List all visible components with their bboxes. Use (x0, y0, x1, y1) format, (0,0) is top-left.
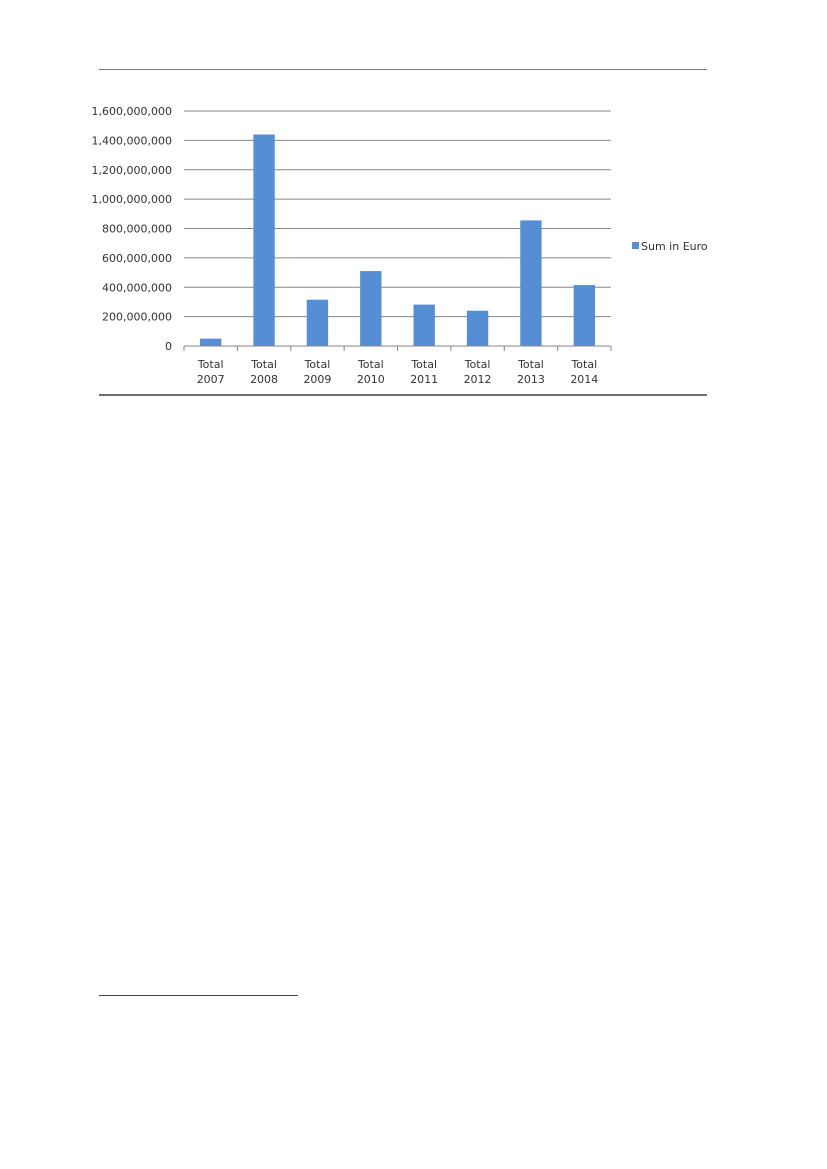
legend (632, 240, 708, 253)
x-tick-label: Total 2011 (410, 358, 439, 386)
y-tick-label: 600,000,000 (102, 251, 172, 265)
y-tick-label: 0 (165, 340, 172, 353)
y-tick-label: 1,400,000,000 (91, 134, 172, 148)
x-tick-label: Total 2010 (356, 358, 385, 386)
x-axis-tick-labels (197, 358, 599, 386)
y-tick-label: 1,200,000,000 (91, 163, 172, 177)
bottom-horizontal-rule (99, 394, 707, 396)
bar (360, 271, 381, 346)
bar (414, 305, 435, 346)
footnote-separator (99, 995, 298, 996)
y-axis-tick-labels (92, 105, 172, 353)
y-tick-label: 1,000,000,000 (91, 193, 172, 207)
bar (574, 285, 595, 346)
y-tick-label: 800,000,000 (102, 222, 172, 236)
bars (200, 135, 595, 347)
y-tick-label: 400,000,000 (102, 281, 172, 295)
x-tick-label: Total 2009 (303, 358, 332, 386)
legend-swatch (632, 242, 639, 249)
bar (520, 220, 541, 346)
gridlines (184, 111, 611, 317)
bar (467, 311, 488, 346)
y-tick-label: 1,600,000,000 (91, 105, 172, 118)
y-tick-label: 200,000,000 (102, 310, 172, 324)
x-tick-label: Total 2012 (463, 358, 492, 386)
x-tick-label: Total 2013 (516, 358, 545, 386)
bar-chart (0, 0, 827, 420)
x-tick-label: Total 2014 (570, 358, 599, 386)
legend-label: Sum in Euro (641, 240, 708, 253)
bar (200, 339, 221, 346)
x-axis (184, 346, 611, 351)
x-tick-label: Total 2008 (250, 358, 279, 386)
bar (253, 135, 274, 347)
bar (307, 300, 328, 346)
x-tick-label: Total 2007 (196, 358, 225, 386)
